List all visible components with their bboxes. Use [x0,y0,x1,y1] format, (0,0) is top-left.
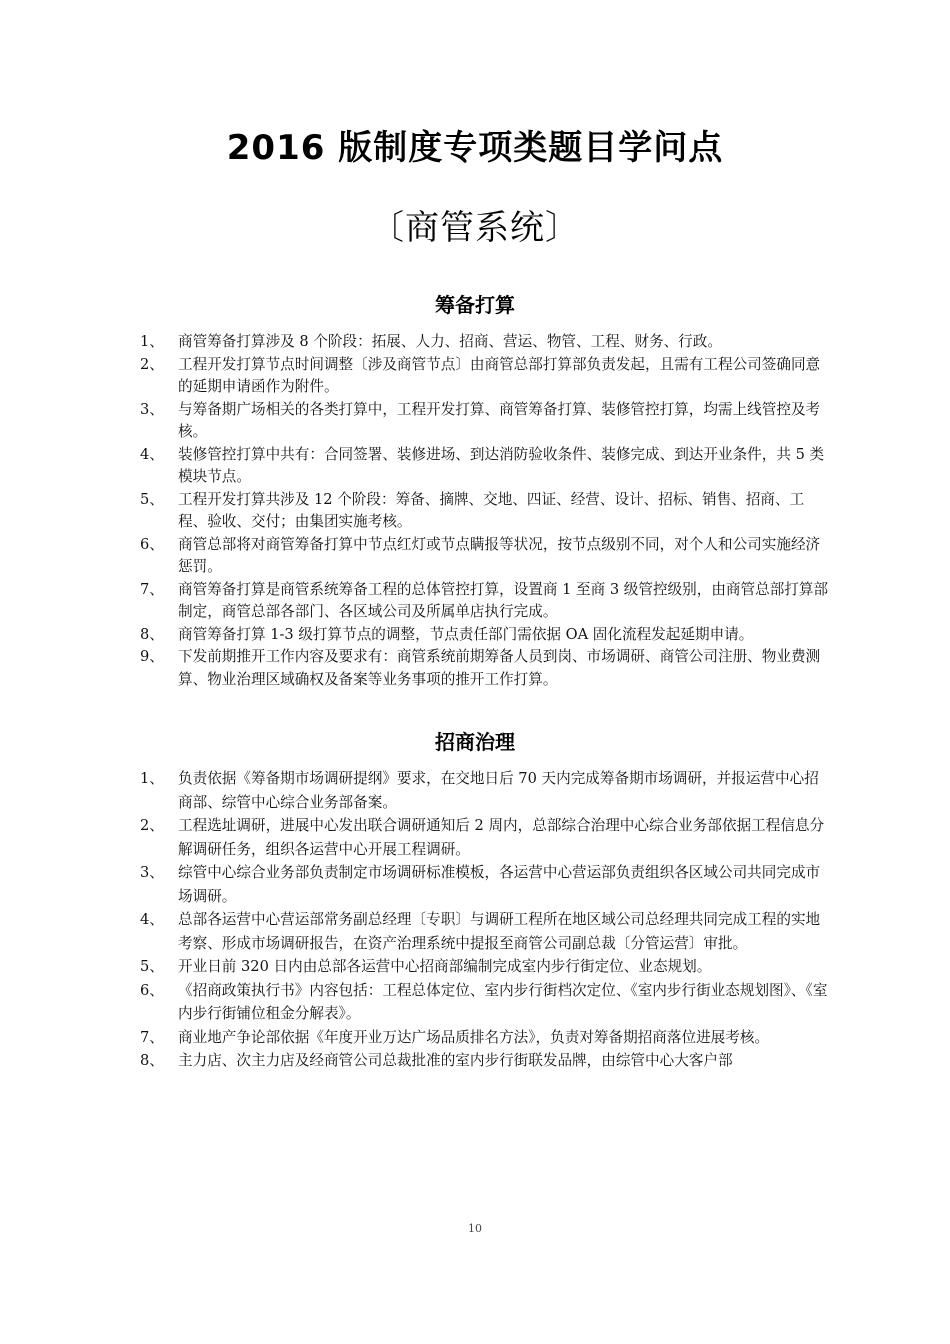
item-number: 4、 [140,911,164,928]
item-text: 商管筹备打算是商管系统筹备工程的总体管控打算，设置商 1 至商 3 级管控级别，由商管总部打算部制定，商管总部各部门、各区域公司及所属单店执行完成。 [178,580,829,620]
item-number: 8、 [140,1052,164,1069]
item-number: 8、 [140,625,164,643]
list-item [140,861,830,908]
preparation-list [140,331,830,691]
section-heading-leasing: 招商治理 [435,730,515,754]
item-text: 主力店、次主力店及经商管公司总裁批准的室内步行街联发品牌，由综管中心大客户部 [178,1052,733,1069]
item-text: 综管中心综合业务部负责制定市场调研标准模板，各运营中心营运部负责组织各区域公司共同完成市场调研。 [178,864,821,905]
item-text: 商业地产争论部依据《年度开业万达广场品质排名方法》，负责对筹备期招商落位进展考核。 [178,1028,770,1046]
list-item [140,767,830,814]
item-text: 与筹备期广场相关的各类打算中，工程开发打算、商管筹备打算、装修管控打算，均需上线管控及考核。 [178,400,821,440]
list-item [140,444,830,489]
item-number: 2、 [140,817,164,834]
list-item [140,624,830,647]
list-item [140,534,830,579]
item-text: 总部各运营中心营运部常务副总经理〔专职〕与调研工程所在地区域公司总经理共同完成工程的实地考察、形成市场调研报告，在资产治理系统中提报至商管公司副总裁〔分管运营〕审批。 [178,911,821,952]
item-number: 1、 [140,770,164,787]
item-text: 负责依据《筹备期市场调研提纲》要求，在交地日后 70 天内完成筹备期市场调研，并报运营中心招商部、综管中心综合业务部备案。 [178,770,819,811]
list-item [140,1026,830,1050]
item-number: 3、 [140,400,164,418]
list-item [140,489,830,534]
item-text: 《招商政策执行书》内容包括：工程总体定位、室内步行街档次定位、《室内步行街业态规划图》、《室内步行街铺位租金分解表》。 [178,981,828,1022]
item-text: 开业日前 320 日内由总部各运营中心招商部编制完成室内步行街定位、业态规划。 [178,958,712,975]
list-item [140,579,830,624]
page-subtitle: 〔商管系统〕 [370,208,580,248]
list-item [140,331,830,354]
item-text: 商管总部将对商管筹备打算中节点红灯或节点瞒报等状况，按节点级别不同，对个人和公司实施经济惩罚。 [178,535,821,575]
item-number: 5、 [140,490,164,508]
section-heading-preparation: 筹备打算 [435,293,515,317]
item-number: 6、 [140,535,164,553]
list-item [140,354,830,399]
list-item [140,814,830,861]
list-item [140,908,830,955]
page-title: 2016 版制度专项类题目学问点 [226,128,724,168]
item-number: 7、 [140,1028,164,1046]
item-text: 商管筹备打算涉及 8 个阶段：拓展、人力、招商、营运、物管、工程、财务、行政。 [178,333,722,350]
page-number: 10 [468,1222,482,1235]
item-text: 工程开发打算节点时间调整〔涉及商管节点〕由商管总部打算部负责发起，且需有工程公司签确同意的延期申请函作为附件。 [178,355,821,395]
item-number: 9、 [140,648,164,665]
list-item [140,979,830,1026]
item-text: 工程开发打算共涉及 12 个阶段：筹备、摘牌、交地、四证、经营、设计、招标、销售、招商、工程、验收、交付；由集团实施考核。 [178,490,805,530]
item-number: 3、 [140,864,164,881]
list-item [140,399,830,444]
list-item [140,955,830,979]
list-item [140,1049,830,1073]
item-number: 4、 [140,445,164,463]
leasing-list [140,767,830,1073]
item-number: 7、 [140,580,164,598]
item-number: 5、 [140,958,164,975]
item-text: 下发前期推开工作内容及要求有：商管系统前期筹备人员到岗、市场调研、商管公司注册、物业费测算、物业治理区域确权及备案等业务事项的推开工作打算。 [178,648,821,688]
item-number: 2、 [140,355,164,373]
item-text: 商管筹备打算 1-3 级打算节点的调整，节点责任部门需依据 OA 固化流程发起延期申请。 [178,625,754,643]
item-text: 工程选址调研，进展中心发出联合调研通知后 2 周内，总部综合治理中心综合业务部依据工程信息分解调研任务，组织各运营中心开展工程调研。 [178,817,825,858]
item-number: 6、 [140,981,164,999]
item-number: 1、 [140,333,164,350]
item-text: 装修管控打算中共有：合同签署、装修进场、到达消防验收条件、装修完成、到达开业条件，共 5 类模块节点。 [178,445,825,485]
list-item [140,646,830,691]
